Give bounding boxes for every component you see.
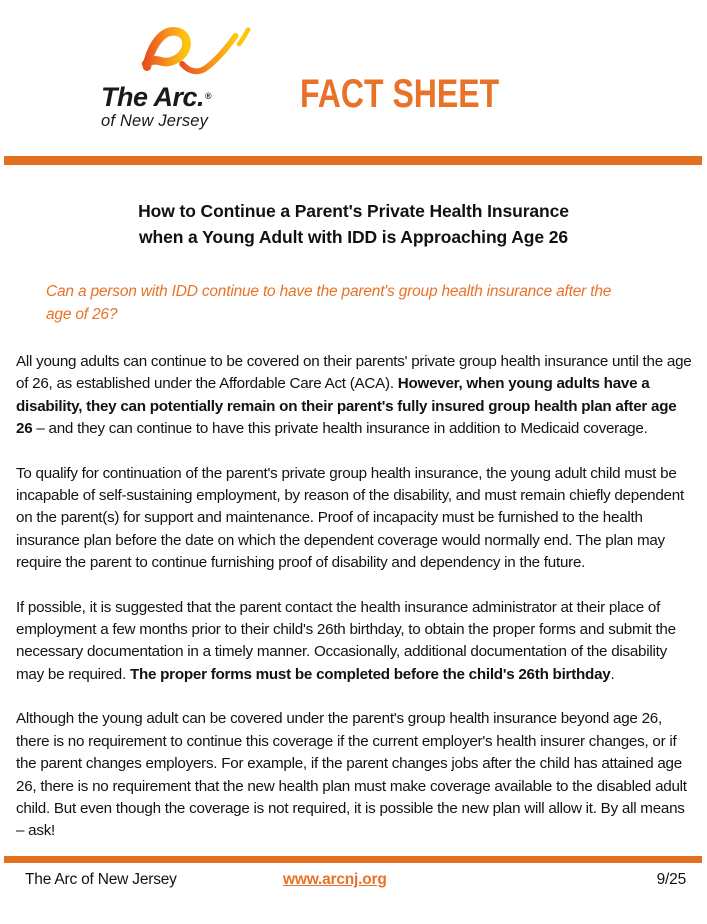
paragraph-bold-run: However, when young adults have a disability, they can potentially remain on their parent's fully insured group health plan after age 26: [16, 375, 677, 438]
footer-divider: [4, 856, 702, 863]
arc-logo: [101, 26, 259, 131]
registered-mark-icon: ®: [205, 91, 212, 101]
paragraph: [16, 463, 692, 575]
document-title-line2: when a Young Adult with IDD is Approaching Age 26: [138, 226, 569, 247]
paragraph-run: Although the young adult can be covered under the parent's group health insurance beyond age 26, there is no requirement to continue this coverage if the current employer's health insurer changes, or if the parent changes employers. For example, if the parent changes jobs after the child has attained age 26, there is no requirement that the new health plan must make coverage available to the disabled adult child. But even though the coverage is not required, it is possible the new plan will allow it. By all means – ask!: [16, 710, 687, 840]
body-paragraphs: [16, 351, 692, 865]
top-divider: [4, 156, 702, 165]
paragraph: [16, 708, 692, 842]
question-text: Can a person with IDD continue to have the parent's group health insurance after the age of 26?: [46, 283, 612, 323]
logo-subtitle: of New Jersey: [101, 112, 209, 130]
fact-sheet-banner: FACT SHEET: [300, 72, 500, 116]
paragraph-run: To qualify for continuation of the parent's private group health insurance, the young adult child must be incapable of self-sustaining employment, by reason of the disability, and must remain chiefly dependent on the parent(s) for support and maintenance. Proof of incapacity must be furnished to the health insurance plan before the date on which the dependent coverage would normally end. The plan may require the parent to continue furnishing proof of disability and dependency in the future.: [16, 464, 684, 572]
footer: [25, 871, 686, 889]
paragraph-run: .: [610, 665, 615, 683]
logo-title: [101, 82, 259, 111]
paragraph: [16, 597, 692, 687]
paragraph-run: If possible, it is suggested that the parent contact the health insurance administrator at their place of employment a few months prior to their child's 26th birthday, to obtain the proper forms and submit the necessary documentation in a timely manner. Occasionally, additional documentation of the disability may be required.: [16, 598, 676, 683]
footer-link[interactable]: www.arcnj.org: [283, 871, 387, 888]
page-number: 9/25: [656, 871, 686, 888]
arc-swoosh-icon: [137, 26, 259, 82]
paragraph-run: – and they can continue to have this private health insurance in addition to Medicaid coverage.: [32, 420, 648, 438]
paragraph: [16, 351, 692, 441]
logo-title-text: The Arc.: [101, 82, 205, 112]
paragraph-bold-run: The proper forms must be completed before the child's 26th birthday: [129, 665, 611, 683]
paragraph-run: All young adults can continue to be covered on their parents' private group health insurance until the age of 26, as established under the Affordable Care Act (ACA).: [16, 353, 692, 393]
document-title: [0, 199, 707, 250]
footer-org: The Arc of New Jersey: [25, 871, 177, 888]
document-title-line1: How to Continue a Parent's Private Health Insurance: [138, 201, 569, 221]
